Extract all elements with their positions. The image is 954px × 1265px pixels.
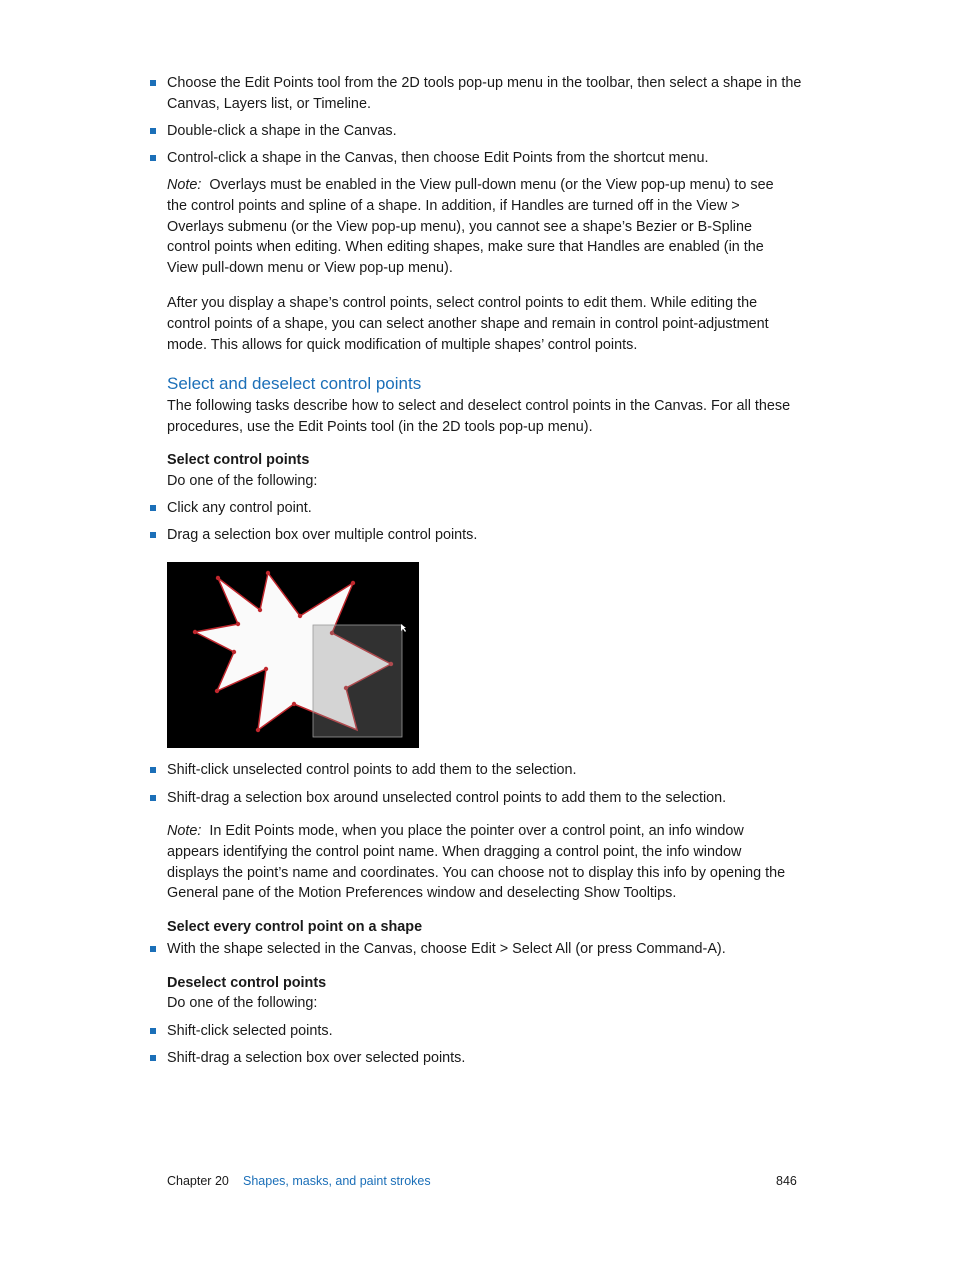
- note-text: Overlays must be enabled in the View pull-down menu (or the View pop-up menu) to see the control points and spline of a shape. In addition, if Handles are turned off in the View > Overlays submenu (or the View pop-up menu), you cannot see a shape’s Bezier or B-Spline control points when editing. When editing shapes, make sure that Handles are enabled (in the View pull-down menu or View pop-up menu).: [167, 177, 774, 277]
- note-label: Note:: [167, 823, 202, 839]
- bullet-marker: [150, 1055, 156, 1061]
- bullet-marker: [150, 795, 156, 801]
- control-point[interactable]: [256, 728, 260, 732]
- bullet-marker: [150, 128, 156, 134]
- list-item: Double-click a shape in the Canvas.: [167, 123, 397, 139]
- task-title-select-all: Select every control point on a shape: [167, 919, 423, 935]
- list-item: Shift-click selected points.: [167, 1023, 333, 1039]
- control-point[interactable]: [258, 608, 262, 612]
- note-block: [167, 175, 787, 279]
- bullet-marker: [150, 505, 156, 511]
- list-item: Shift-drag a selection box around unselected control points to add them to the selection.: [167, 790, 727, 806]
- list-item: Shift-click unselected control points to add them to the selection.: [167, 762, 577, 778]
- note-label: Note:: [167, 177, 202, 193]
- selection-box[interactable]: [313, 625, 402, 737]
- canvas-figure: [167, 562, 419, 748]
- control-point[interactable]: [264, 667, 268, 671]
- list-item: Choose the Edit Points tool from the 2D tools pop-up menu in the toolbar, then select a shape in the Canvas, Layers list, or Timeline.: [167, 75, 802, 112]
- page-number: 846: [776, 1174, 797, 1188]
- bullet-marker: [150, 80, 156, 86]
- section-heading: Select and deselect control points: [167, 374, 422, 393]
- control-point[interactable]: [351, 581, 355, 585]
- control-point[interactable]: [236, 622, 240, 626]
- task-title-deselect: Deselect control points: [167, 975, 327, 991]
- note-text: In Edit Points mode, when you place the pointer over a control point, an info window appears identifying the control point name. When dragging a control point, the info window displays the point’s name and coordinates. You can choose not to display this info by opening the General pane of the Motion Preferences window and deselecting Show Tooltips.: [167, 823, 786, 902]
- control-point[interactable]: [215, 689, 219, 693]
- bullet-marker: [150, 946, 156, 952]
- bullet-marker: [150, 532, 156, 538]
- task-lead: Do one of the following:: [167, 995, 318, 1011]
- task-title-select: Select control points: [167, 452, 310, 468]
- task-lead: Do one of the following:: [167, 473, 318, 489]
- control-point[interactable]: [298, 614, 302, 618]
- bullet-marker: [150, 155, 156, 161]
- list-item: With the shape selected in the Canvas, choose Edit > Select All (or press Command-A).: [167, 941, 726, 957]
- footer-chapter-title-link[interactable]: Shapes, masks, and paint strokes: [243, 1174, 431, 1188]
- star-shape-illustration: [167, 562, 419, 748]
- control-point[interactable]: [266, 571, 270, 575]
- bullet-marker: [150, 1028, 156, 1034]
- footer-chapter: Chapter 20: [167, 1174, 229, 1188]
- note-block: [167, 821, 789, 904]
- bullet-marker: [150, 767, 156, 773]
- body-paragraph: After you display a shape’s control points, select control points to edit them. While editing the control points of a shape, you can select another shape and remain in control point-adjustment mode. This allows for quick modification of multiple shapes’ control points.: [167, 295, 769, 353]
- section-intro: The following tasks describe how to select and deselect control points in the Canvas. For all these procedures, use the Edit Points tool (in the 2D tools pop-up menu).: [167, 398, 791, 435]
- control-point[interactable]: [292, 702, 296, 706]
- list-item: Click any control point.: [167, 500, 312, 516]
- list-item: Control-click a shape in the Canvas, then choose Edit Points from the shortcut menu.: [167, 150, 709, 166]
- control-point[interactable]: [232, 650, 236, 654]
- list-item: Shift-drag a selection box over selected points.: [167, 1050, 466, 1066]
- control-point[interactable]: [216, 576, 220, 580]
- control-point[interactable]: [193, 630, 197, 634]
- list-item: Drag a selection box over multiple control points.: [167, 527, 478, 543]
